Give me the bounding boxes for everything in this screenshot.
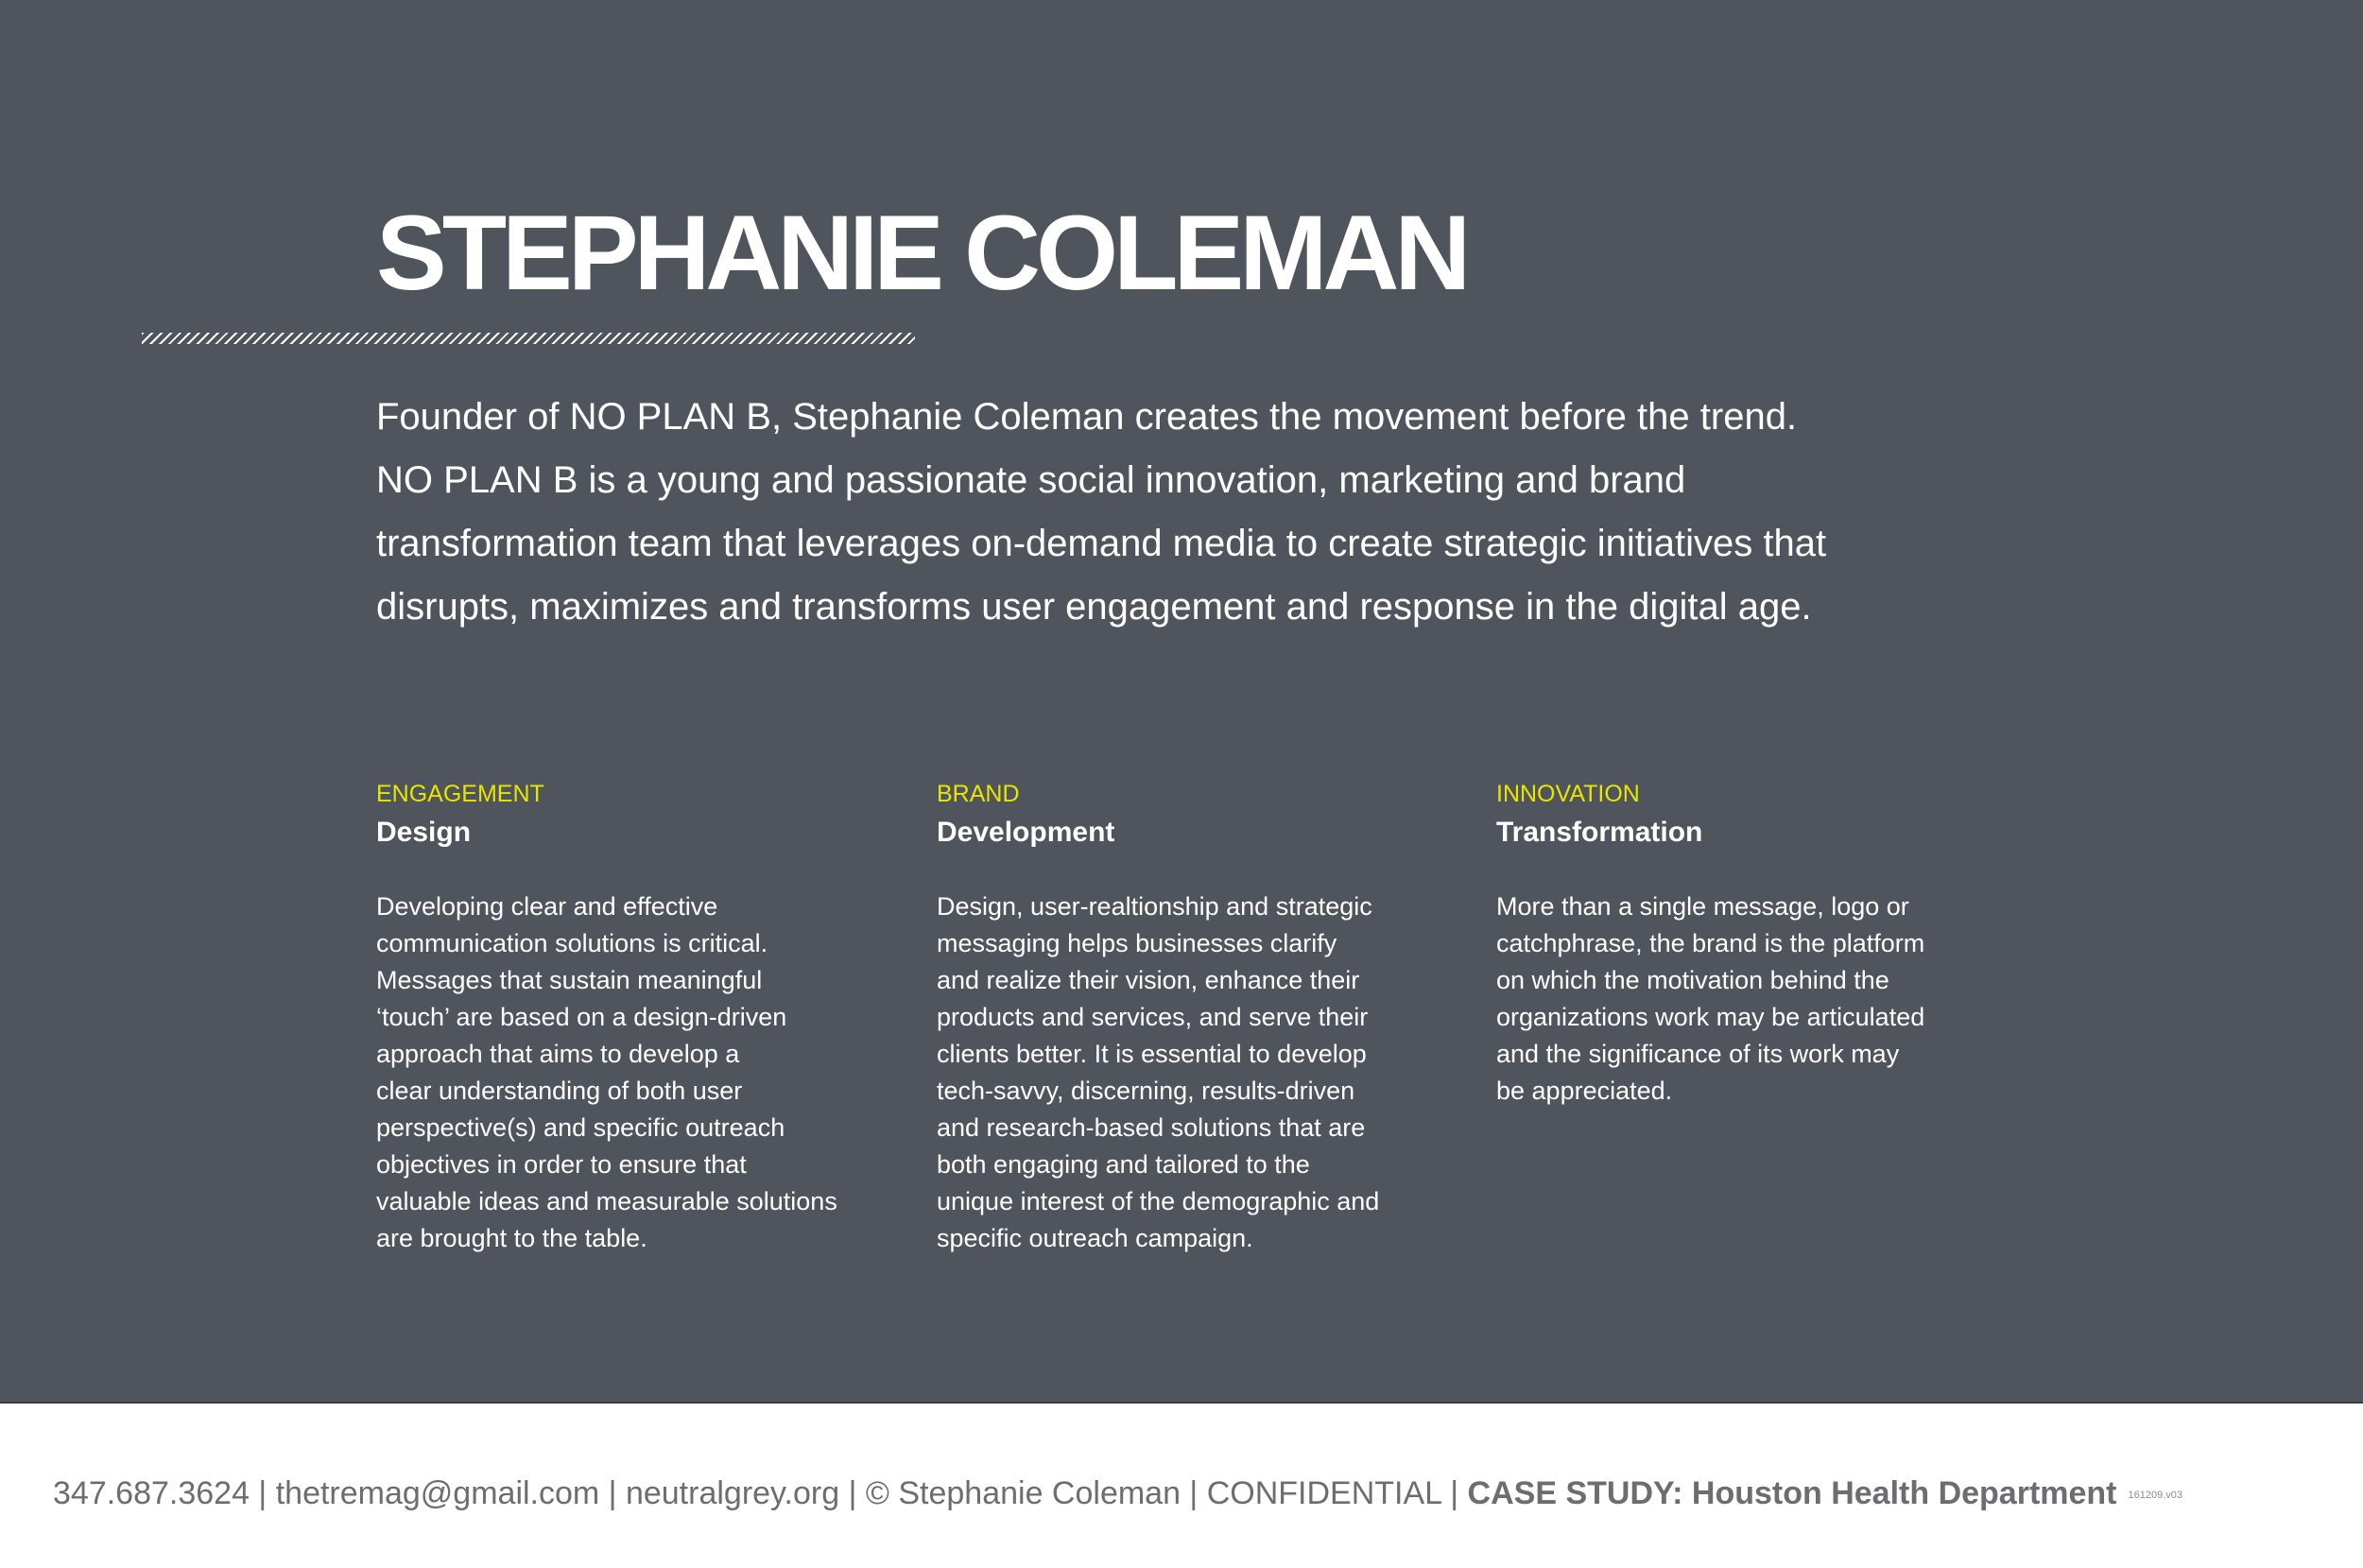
body-line: valuable ideas and measurable solutions [376,1187,837,1215]
body-line: perspective(s) and specific outreach [376,1113,785,1142]
body-line: and the significance of its work may [1496,1040,1900,1068]
body-line: on which the motivation behind the [1496,966,1889,994]
column-kicker: ENGAGEMENT [376,781,544,807]
column-heading: Development [937,817,1115,848]
intro-paragraph [376,386,2040,639]
hatch-rule-divider [142,333,915,344]
body-line: both engaging and tailored to the [937,1150,1310,1179]
body-line: catchphrase, the brand is the platform [1496,929,1925,957]
body-line: communication solutions is critical. [376,929,768,957]
body-line: organizations work may be articulated [1496,1003,1925,1031]
column-body [937,888,1447,1257]
body-line: messaging helps businesses clarify [937,929,1337,957]
intro-line: NO PLAN B is a young and passionate social innovation, marketing and brand [376,459,1686,501]
footer-case-study: CASE STUDY: Houston Health Department [1467,1475,2117,1511]
footer-version: 161209.v03 [2128,1490,2183,1502]
body-line: and research-based solutions that are [937,1113,1366,1142]
body-line: More than a single message, logo or [1496,892,1909,921]
column-heading: Design [376,817,472,848]
column-body [1496,888,2007,1110]
body-line: Developing clear and effective [376,892,718,921]
column-brand-development [937,775,1447,1257]
body-line: be appreciated. [1496,1077,1673,1105]
body-line: objectives in order to ensure that [376,1150,747,1179]
body-line: clients better. It is essential to develop [937,1040,1367,1068]
body-line: specific outreach campaign. [937,1224,1253,1252]
body-line: products and services, and serve their [937,1003,1369,1031]
footer-contact: 347.687.3624 | thetremag@gmail.com | neutralgrey.org | © Stephanie Coleman | CONFIDENTIAL | [53,1475,1468,1511]
footer [53,1470,2340,1519]
body-line: approach that aims to develop a [376,1040,740,1068]
column-body [376,888,887,1257]
body-line: ‘touch’ are based on a design-driven [376,1003,787,1031]
column-kicker: INNOVATION [1496,781,1640,807]
column-innovation-transformation [1496,775,2007,1110]
body-line: and realize their vision, enhance their [937,966,1360,994]
column-heading: Transformation [1496,817,1703,848]
body-line: unique interest of the demographic and [937,1187,1380,1215]
body-line: clear understanding of both user [376,1077,743,1105]
body-line: Messages that sustain meaningful [376,966,763,994]
intro-line: Founder of NO PLAN B, Stephanie Coleman creates the movement before the trend. [376,396,1798,438]
body-line: tech-savvy, discerning, results-driven [937,1077,1355,1105]
intro-line: disrupts, maximizes and transforms user engagement and response in the digital age. [376,586,1812,628]
body-line: Design, user-realtionship and strategic [937,892,1372,921]
intro-line: transformation team that leverages on-demand media to create strategic initiatives that [376,523,1827,564]
column-engagement-design [376,775,887,1257]
page-title: STEPHANIE COLEMAN [376,194,1467,312]
body-line: are brought to the table. [376,1224,647,1252]
column-kicker: BRAND [937,781,1020,807]
